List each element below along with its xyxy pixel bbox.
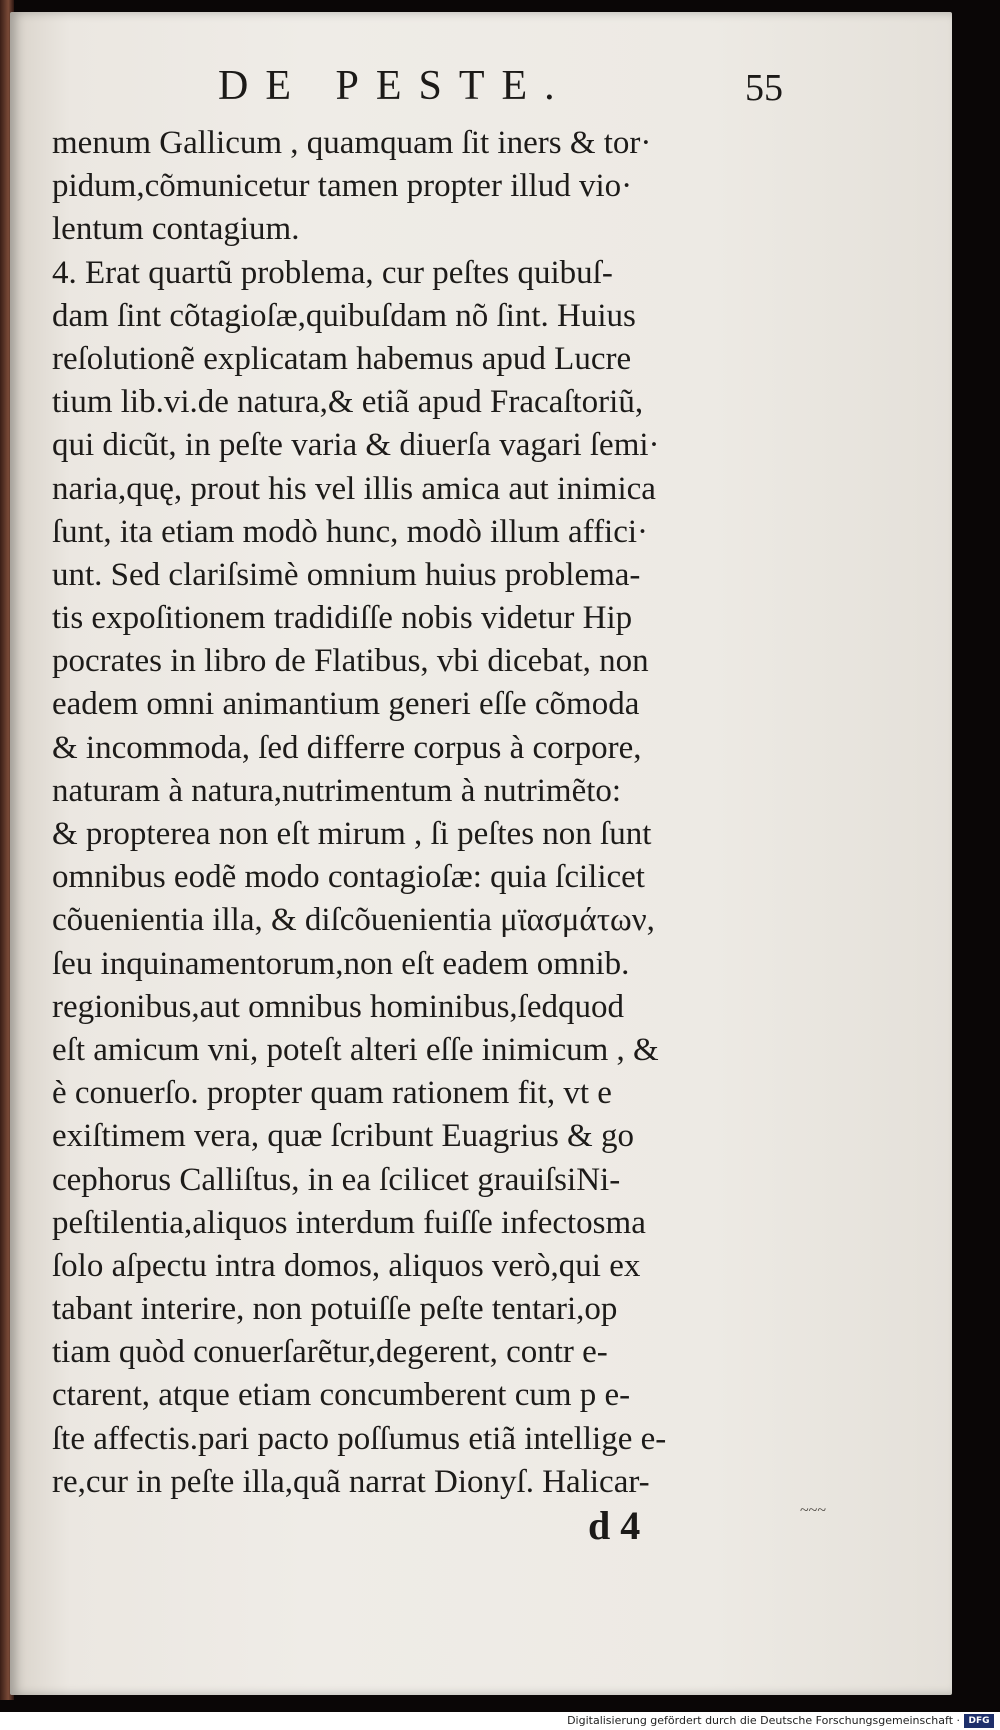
text-line: tium lib.vi.de natura,& etiã apud Fracaſtoriũ, xyxy=(52,384,644,421)
text-line: menum Gallicum , quamquam ſit iners & tor· xyxy=(52,125,652,161)
text-line: naturam à natura,nutrimentum à nutrimẽto: xyxy=(52,772,622,809)
text-line: 4. Erat quartũ problema, cur peſtes quibuſ- xyxy=(52,254,613,291)
text-line: re,cur in peſte illa,quã narrat Dionyſ. Halicar- xyxy=(52,1463,650,1500)
text-line: naria,quę, prout his vel illis amica aut inimica xyxy=(52,470,656,507)
text-line: lentum contagium. xyxy=(52,211,300,248)
text-line: pidum,cõmunicetur tamen propter illud vio· xyxy=(52,168,633,205)
text-line: ſeu inquinamentorum,non eſt eadem omnib. xyxy=(52,945,630,982)
running-title: DE PESTE. xyxy=(218,63,572,109)
text-line: ſte affectis.pari pacto poſſumus etiã intellige e- xyxy=(52,1420,667,1457)
body-text xyxy=(52,122,822,1504)
text-line: tis expoſitionem tradidiſſe nobis videtur Hip xyxy=(52,600,633,637)
dfg-logo-icon: DFG xyxy=(964,1714,994,1728)
running-head xyxy=(10,62,952,122)
digitization-banner xyxy=(0,1712,1000,1730)
page-number: 55 xyxy=(745,67,783,109)
text-line: cõuenientia illa, & diſcõuenientia μϊασμάτων, xyxy=(52,902,655,939)
text-line: exiſtimem vera, quæ ſcribunt Euagrius & go xyxy=(52,1118,634,1155)
banner-text: Digitalisierung gefördert durch die Deutsche Forschungsgemeinschaft · xyxy=(567,1714,960,1727)
text-line: dam ſint cõtagioſæ,quibuſdam nõ ſint. Huius xyxy=(52,297,636,334)
text-line: & propterea non eſt mirum , ſi peſtes non ſunt xyxy=(52,816,652,852)
text-line: pocrates in libro de Flatibus, vbi dicebat, non xyxy=(52,643,649,680)
text-line: qui dicũt, in peſte varia & diuerſa vagari ſemi· xyxy=(52,427,660,464)
text-line: ſunt, ita etiam modò hunc, modò illum affici· xyxy=(52,513,649,550)
text-line: regionibus,aut omnibus hominibus,ſedquod xyxy=(52,988,624,1025)
text-line: ctarent, atque etiam concumberent cum p e- xyxy=(52,1377,631,1414)
text-line: eſt amicum vni, poteſt alteri eſſe inimicum , & xyxy=(52,1031,659,1068)
text-line: ſolo aſpectu intra domos, aliquos verò,qui ex xyxy=(52,1247,641,1284)
book-page xyxy=(10,12,952,1695)
text-line: tiam quòd conuerſarẽtur,degerent, contr e- xyxy=(52,1334,608,1371)
text-line: tabant interire, non potuiſſe peſte tentari,op xyxy=(52,1291,618,1328)
catchword: ~~~ xyxy=(800,1502,826,1519)
text-line: peſtilentia,aliquos interdum fuiſſe infectosma xyxy=(52,1204,646,1241)
text-line: & incommoda, ſed differre corpus à corpore, xyxy=(52,729,642,766)
text-line: unt. Sed clariſsimè omnium huius problema- xyxy=(52,556,641,593)
text-line: omnibus eodẽ modo contagioſæ: quia ſcilicet xyxy=(52,859,645,896)
text-line: è conuerſo. propter quam rationem fit, vt e xyxy=(52,1075,612,1112)
text-line: cephorus Calliſtus, in ea ſcilicet grauiſsiNi- xyxy=(52,1161,621,1198)
text-line: eadem omni animantium generi eſſe cõmoda xyxy=(52,686,640,723)
signature-mark: d 4 xyxy=(588,1503,641,1548)
footer-marks xyxy=(10,1502,952,1552)
text-line: reſolutionẽ explicatam habemus apud Lucre xyxy=(52,340,632,377)
